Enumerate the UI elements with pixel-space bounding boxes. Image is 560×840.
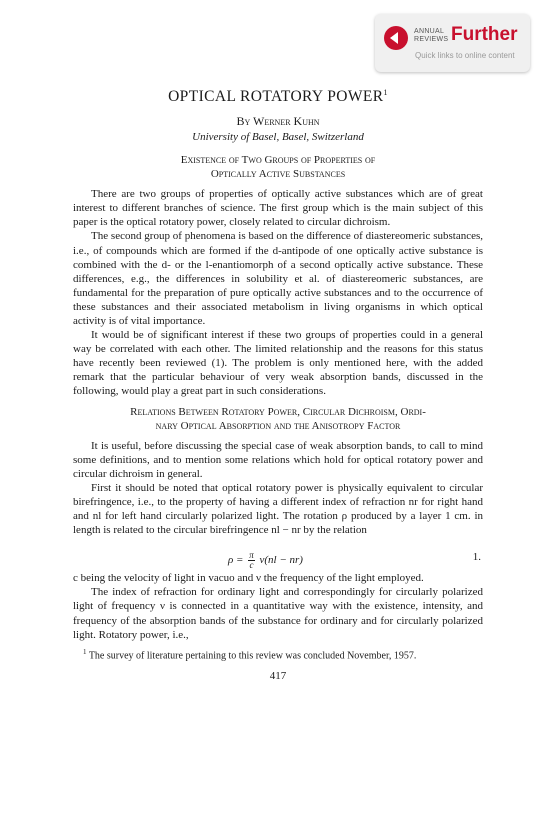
title-footnote-mark: 1 xyxy=(383,88,388,97)
footnote xyxy=(73,646,483,662)
further-banner[interactable] xyxy=(375,14,530,72)
article-affiliation: University of Basel, Basel, Switzerland xyxy=(192,131,364,144)
paragraph: The index of refraction for ordinary light and correspondingly for circularly polarized light of frequency ν is connected in a quantitative way with the existence, intensity, and frequency of the absorption bands of the substance for ordinary and for circularly polarized light. Rotatory power, i.e., xyxy=(73,586,483,641)
equation-rhs: ν(nl − nr) xyxy=(259,554,303,567)
section1-heading-line1: Existence of Two Groups of Properties of xyxy=(180,154,376,167)
fraction-denominator: c xyxy=(249,560,254,571)
footnote-text: The survey of literature pertaining to this review was concluded November, 1957. xyxy=(88,650,417,662)
banner-reviews-label: REVIEWS xyxy=(414,36,449,43)
section2-heading-line1: Relations Between Rotatory Power, Circular Dichroism, Ordi- xyxy=(130,405,426,418)
section-heading-2 xyxy=(73,405,483,433)
paragraph: It would be of significant interest if these two groups of properties could in a general way be correlated with each other. The limited relationship and the reasons for this status have recently been reviewed (1). The problem is only mentioned here, with the added remark that the particular behaviour of very weak absorption bands, discussed in the following, would play a great part in such considerations. xyxy=(73,329,483,398)
article-title xyxy=(73,88,483,106)
equation-1 xyxy=(73,541,483,571)
article-page xyxy=(73,88,483,682)
paragraph: It is useful, before discussing the special case of weak absorption bands, to call to mind some definitions, and to mention some relations which hold for optical rotatory power and circular dichroism in general. xyxy=(73,439,483,480)
paragraph: c being the velocity of light in vacuo and ν the frequency of the light employed. xyxy=(73,572,424,585)
article-title-text: OPTICAL ROTATORY POWER xyxy=(168,88,384,106)
banner-brand-text xyxy=(414,28,448,44)
paragraph: First it should be noted that optical rotatory power is physically equivalent to circular birefringence, i.e., to the property of having a different index of refraction nr for right hand and nl for left hand circularly polarized light. The rotation ρ produced by a layer 1 cm. in length is related to the circular birefringence nl − nr by the relation xyxy=(73,481,483,537)
annual-reviews-logo-icon xyxy=(384,26,408,50)
article-author: By Werner Kuhn xyxy=(236,114,320,129)
fraction-numerator: π xyxy=(249,550,254,561)
equation-fraction xyxy=(248,551,255,570)
banner-annual-label: ANNUAL xyxy=(414,28,445,35)
equation-formula xyxy=(228,551,303,570)
equation-number: 1. xyxy=(472,551,481,564)
equation-lhs: ρ = xyxy=(228,554,244,567)
banner-further-label: Further xyxy=(451,24,518,45)
paragraph: There are two groups of properties of optically active substances which are of great interest to different branches of science. The first group which is the main subject of this paper is the optical rotatory power, closely related to circular dichroism. xyxy=(73,188,483,229)
section2-heading-line2: nary Optical Absorption and the Anisotropy Factor xyxy=(155,419,401,432)
section-heading-1 xyxy=(73,153,483,181)
section1-heading-line2: Optically Active Substances xyxy=(210,168,346,181)
paragraph: The second group of phenomena is based on the difference of diastereomeric substances, i.e., of compounds which are formed if the d-antipode of one optically active substance is combined with the d- or the l-enantiomorph of a second optically active substance. These differences, e.g., the differences in solubility et al. of diastereomeric substances, are fundamental for the preparation of pure optically active substances and to the occurrence of these substances and their associated metabolism in living organisms in which optical activity is of vital importance. xyxy=(73,230,483,327)
footnote-mark: 1 xyxy=(83,647,87,656)
page-number: 417 xyxy=(269,670,287,683)
banner-tagline: Quick links to online content xyxy=(415,51,515,60)
